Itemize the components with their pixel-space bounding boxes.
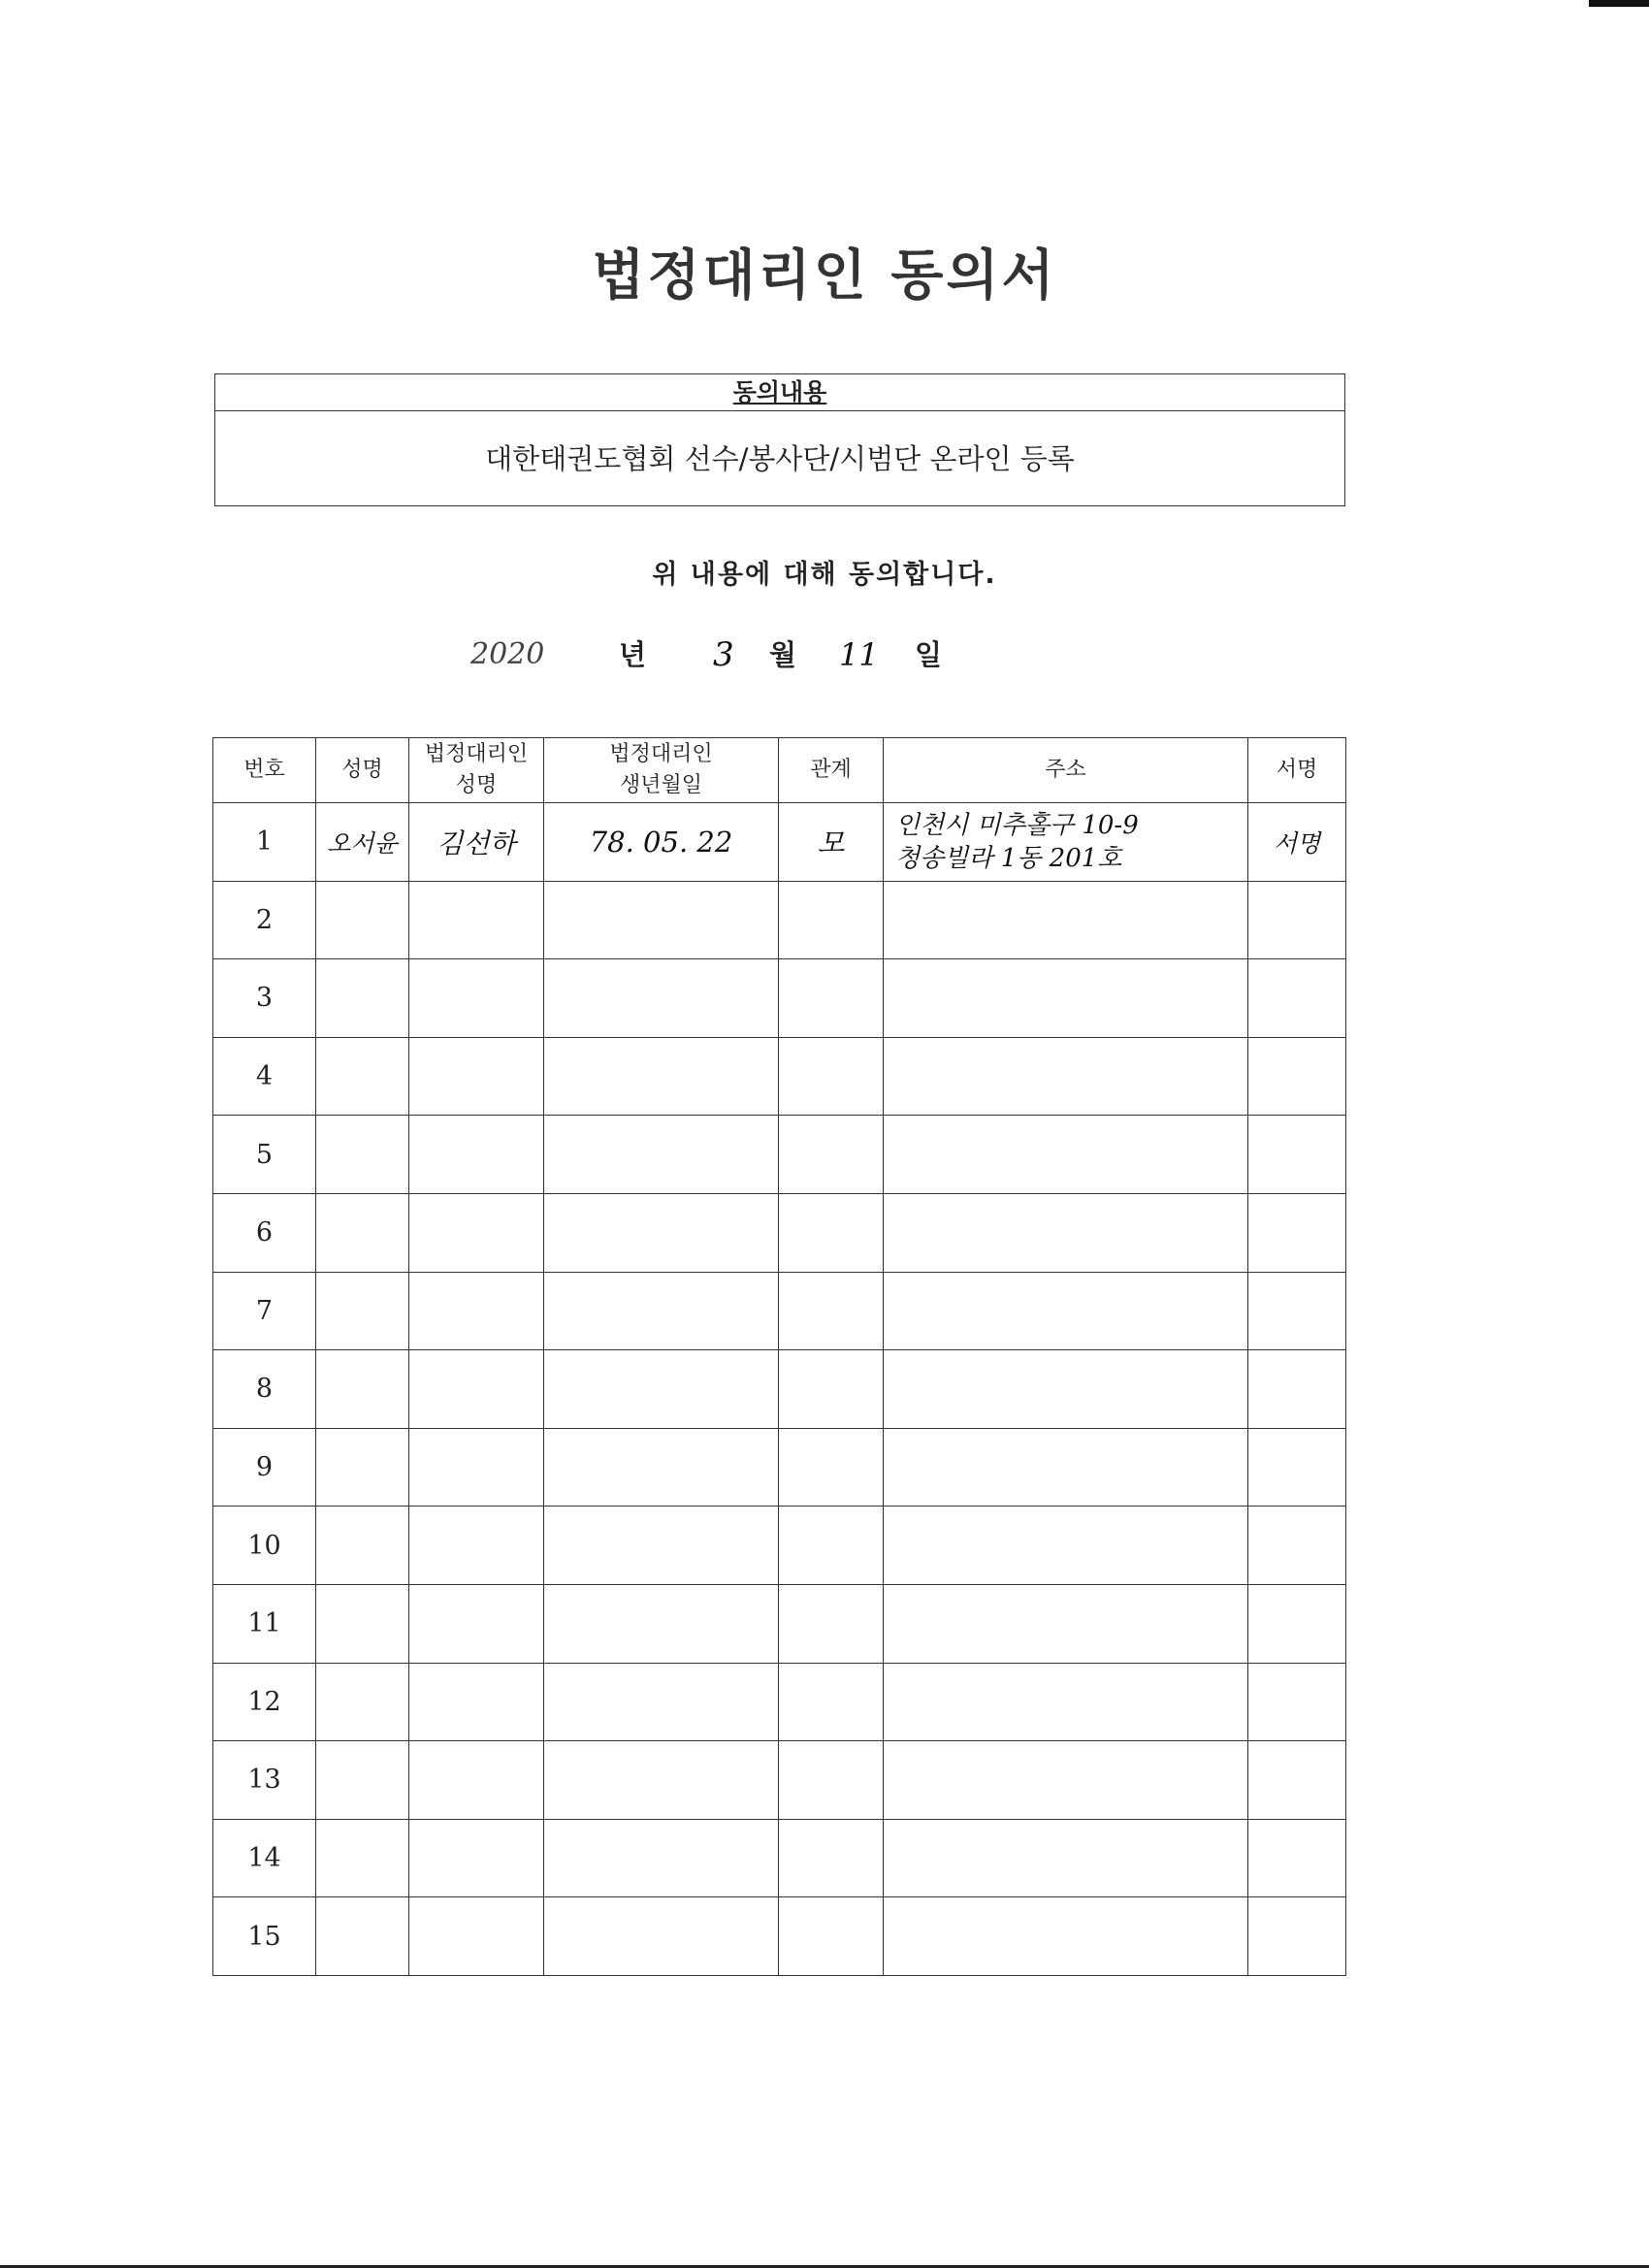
empty-cell	[316, 1741, 409, 1820]
empty-cell	[409, 1350, 544, 1429]
empty-cell	[316, 1897, 409, 1976]
empty-cell	[1248, 1037, 1346, 1116]
row-number: 10	[213, 1507, 316, 1585]
empty-cell	[779, 1584, 884, 1663]
empty-cell	[779, 1193, 884, 1272]
header-guardian-birth-line1: 법정대리인	[609, 742, 713, 766]
empty-cell	[316, 1428, 409, 1507]
empty-cell	[409, 1819, 544, 1897]
empty-cell	[316, 1350, 409, 1429]
row-number: 4	[213, 1037, 316, 1116]
table-row	[213, 1741, 1346, 1820]
empty-cell	[409, 1428, 544, 1507]
empty-cell	[316, 1193, 409, 1272]
empty-cell	[884, 1663, 1248, 1741]
header-guardian-name	[409, 738, 544, 803]
empty-cell	[409, 959, 544, 1038]
empty-cell	[544, 959, 779, 1038]
table-row	[213, 881, 1346, 959]
empty-cell	[1248, 1428, 1346, 1507]
header-name: 성명	[316, 738, 409, 803]
empty-cell	[779, 959, 884, 1038]
date-line	[0, 631, 1649, 679]
table-row	[213, 1428, 1346, 1507]
table-row	[213, 959, 1346, 1038]
empty-cell	[409, 881, 544, 959]
header-guardian-name-line2: 성명	[455, 773, 498, 797]
consent-content: 대한태권도협회 선수/봉사단/시범단 온라인 등록	[485, 442, 1075, 475]
row-number: 3	[213, 959, 316, 1038]
address-handwritten	[884, 803, 1248, 882]
table-row	[213, 1507, 1346, 1585]
empty-cell	[544, 1507, 779, 1585]
empty-cell	[779, 1897, 884, 1976]
empty-cell	[884, 1584, 1248, 1663]
empty-cell	[1248, 1663, 1346, 1741]
empty-cell	[884, 1116, 1248, 1194]
date-day-handwritten: 11	[839, 636, 879, 673]
header-guardian-birth-line2: 생년월일	[619, 773, 702, 797]
empty-cell	[409, 1897, 544, 1976]
empty-cell	[544, 1819, 779, 1897]
empty-cell	[1248, 881, 1346, 959]
address-line2: 청송빌라 1동 201호	[895, 843, 1122, 873]
empty-cell	[409, 1741, 544, 1820]
guardian-name-handwritten: 김선하	[409, 803, 544, 882]
student-name-handwritten: 오서윤	[316, 803, 409, 882]
empty-cell	[884, 1507, 1248, 1585]
empty-cell	[1248, 1193, 1346, 1272]
empty-cell	[316, 1819, 409, 1897]
empty-cell	[1248, 1897, 1346, 1976]
empty-cell	[1248, 1584, 1346, 1663]
row-number: 8	[213, 1350, 316, 1429]
table-row	[213, 1663, 1346, 1741]
signature-handwritten: 서명	[1248, 803, 1346, 882]
row-number: 15	[213, 1897, 316, 1976]
empty-cell	[779, 1507, 884, 1585]
relation-handwritten: 모	[779, 803, 884, 882]
table-row	[213, 1272, 1346, 1350]
date-month-handwritten: 3	[713, 635, 734, 674]
empty-cell	[316, 881, 409, 959]
row-number: 7	[213, 1272, 316, 1350]
scan-edge-mark	[1589, 0, 1649, 7]
consent-header-label: 동의내용	[732, 378, 827, 406]
empty-cell	[544, 1584, 779, 1663]
empty-cell	[409, 1584, 544, 1663]
empty-cell	[409, 1663, 544, 1741]
table-row	[213, 1819, 1346, 1897]
empty-cell	[1248, 1350, 1346, 1429]
empty-cell	[779, 1741, 884, 1820]
empty-cell	[409, 1116, 544, 1194]
empty-cell	[316, 1507, 409, 1585]
header-guardian-birth	[544, 738, 779, 803]
empty-cell	[884, 1350, 1248, 1429]
header-number: 번호	[213, 738, 316, 803]
empty-cell	[316, 1037, 409, 1116]
empty-cell	[544, 1116, 779, 1194]
empty-cell	[544, 1037, 779, 1116]
date-year-label: 년	[619, 638, 647, 671]
empty-cell	[409, 1272, 544, 1350]
empty-cell	[884, 881, 1248, 959]
empty-cell	[316, 959, 409, 1038]
empty-cell	[884, 1897, 1248, 1976]
empty-cell	[1248, 959, 1346, 1038]
empty-cell	[884, 1193, 1248, 1272]
table-header-row	[213, 738, 1346, 803]
header-address: 주소	[884, 738, 1248, 803]
row-number: 5	[213, 1116, 316, 1194]
empty-cell	[779, 1350, 884, 1429]
date-year-handwritten: 2020	[470, 637, 545, 671]
row-number: 6	[213, 1193, 316, 1272]
empty-cell	[779, 1428, 884, 1507]
empty-cell	[779, 1663, 884, 1741]
empty-cell	[544, 1741, 779, 1820]
empty-cell	[544, 1428, 779, 1507]
guardian-table	[212, 737, 1346, 1976]
empty-cell	[884, 1272, 1248, 1350]
table-row	[213, 803, 1346, 882]
empty-cell	[779, 1819, 884, 1897]
address-line1: 인천시 미추홀구 10-9	[895, 810, 1139, 840]
empty-cell	[884, 1819, 1248, 1897]
date-day-label: 일	[915, 638, 943, 671]
empty-cell	[409, 1507, 544, 1585]
empty-cell	[884, 1037, 1248, 1116]
empty-cell	[544, 1350, 779, 1429]
empty-cell	[409, 1193, 544, 1272]
table-row	[213, 1037, 1346, 1116]
empty-cell	[544, 881, 779, 959]
row-number: 11	[213, 1584, 316, 1663]
empty-cell	[884, 1741, 1248, 1820]
table-row	[213, 1116, 1346, 1194]
empty-cell	[1248, 1507, 1346, 1585]
row-number: 13	[213, 1741, 316, 1820]
empty-cell	[316, 1272, 409, 1350]
table-row	[213, 1350, 1346, 1429]
empty-cell	[1248, 1819, 1346, 1897]
consent-box	[214, 373, 1345, 506]
empty-cell	[884, 1428, 1248, 1507]
empty-cell	[544, 1272, 779, 1350]
empty-cell	[544, 1663, 779, 1741]
empty-cell	[316, 1116, 409, 1194]
empty-cell	[779, 1116, 884, 1194]
empty-cell	[316, 1584, 409, 1663]
header-guardian-name-line1: 법정대리인	[424, 742, 529, 766]
table-row	[213, 1584, 1346, 1663]
table-row	[213, 1897, 1346, 1976]
row-number: 2	[213, 881, 316, 959]
row-number: 14	[213, 1819, 316, 1897]
empty-cell	[1248, 1741, 1346, 1820]
empty-cell	[544, 1193, 779, 1272]
document-title: 법정대리인 동의서	[592, 244, 1057, 308]
empty-cell	[779, 881, 884, 959]
empty-cell	[409, 1037, 544, 1116]
row-number: 1	[213, 803, 316, 882]
header-signature: 서명	[1248, 738, 1346, 803]
empty-cell	[1248, 1116, 1346, 1194]
empty-cell	[1248, 1272, 1346, 1350]
guardian-birth-handwritten: 78. 05. 22	[544, 803, 779, 882]
row-number: 9	[213, 1428, 316, 1507]
empty-cell	[316, 1663, 409, 1741]
empty-cell	[779, 1272, 884, 1350]
empty-cell	[544, 1897, 779, 1976]
empty-cell	[779, 1037, 884, 1116]
header-relation: 관계	[779, 738, 884, 803]
consent-header	[215, 374, 1344, 411]
date-month-label: 월	[769, 638, 797, 671]
table-row	[213, 1193, 1346, 1272]
agreement-statement: 위 내용에 대해 동의합니다.	[652, 560, 997, 590]
empty-cell	[884, 959, 1248, 1038]
row-number: 12	[213, 1663, 316, 1741]
